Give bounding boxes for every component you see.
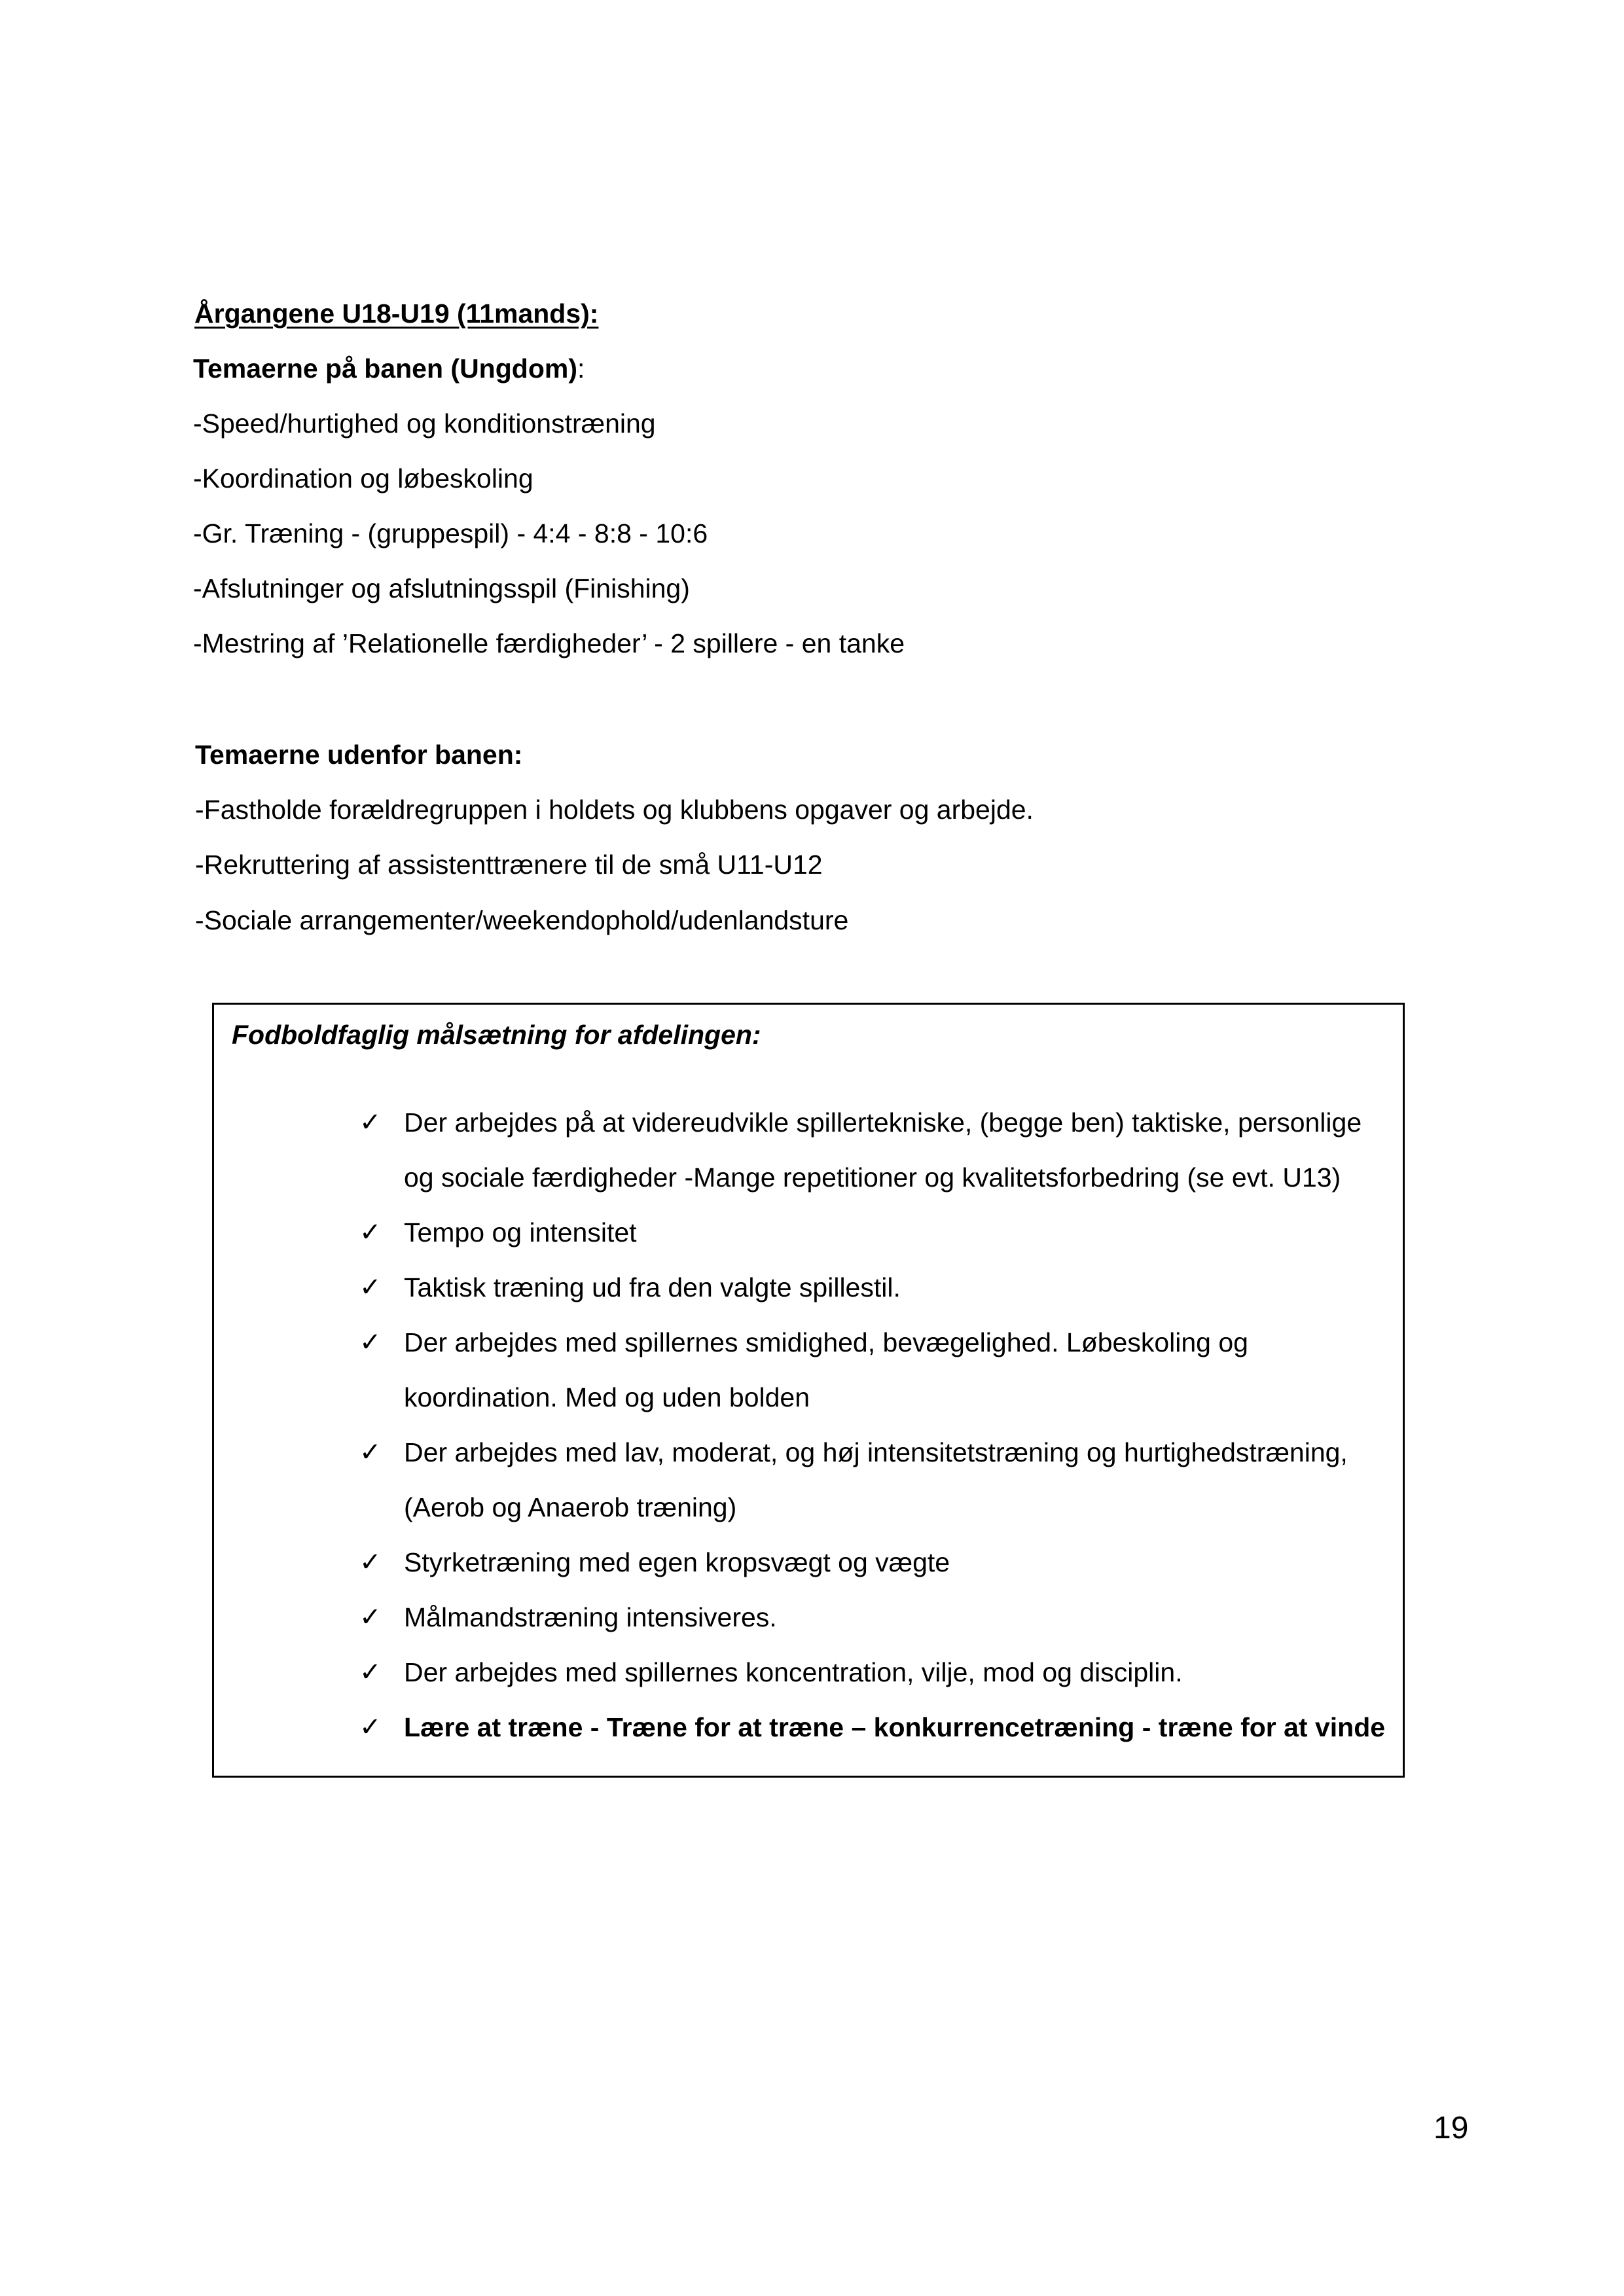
- goal-text: Styrketræning med egen kropsvægt og vægte: [404, 1547, 950, 1577]
- checkmark-icon: ✓: [359, 1657, 382, 1687]
- goal-text: Der arbejdes med lav, moderat, og høj intensitetstræning og hurtighedstræning, (Aerob og Anaerob træning): [404, 1437, 1348, 1522]
- checkmark-icon: ✓: [359, 1107, 382, 1138]
- goal-text: Der arbejdes med spillernes koncentration, vilje, mod og disciplin.: [404, 1657, 1183, 1687]
- checkmark-icon: ✓: [359, 1712, 382, 1742]
- on-field-item: -Mestring af ’Relationelle færdigheder’ - 2 spillere - en tanke: [193, 628, 905, 658]
- off-field-item: -Rekruttering af assistenttrænere til de små U11-U12: [195, 850, 823, 880]
- on-field-item: -Koordination og løbeskoling: [193, 463, 533, 493]
- checkmark-icon: ✓: [359, 1602, 382, 1632]
- goals-box-title: Fodboldfaglig målsætning for afdelingen:: [232, 1020, 761, 1050]
- goals-box: [212, 1003, 1405, 1778]
- on-field-item: -Afslutninger og afslutningsspil (Finishing): [193, 573, 690, 603]
- document-heading: Årgangene U18-U19 (11mands):: [194, 298, 599, 329]
- section-on-field-title-suffix: :: [577, 353, 585, 384]
- goal-text: Der arbejdes på at videreudvikle spillertekniske, (begge ben) taktiske, personlige og sociale færdigheder -Mange repetitioner og kvalitetsforbedring (se evt. U13): [404, 1107, 1362, 1193]
- goal-text: Tempo og intensitet: [404, 1217, 637, 1247]
- checkmark-icon: ✓: [359, 1272, 382, 1302]
- section-off-field-title: Temaerne udenfor banen:: [195, 740, 523, 770]
- on-field-item: -Gr. Træning - (gruppespil) - 4:4 - 8:8 - 10:6: [193, 518, 708, 548]
- page-number: 19: [1434, 2111, 1469, 2145]
- off-field-item: -Sociale arrangementer/weekendophold/udenlandsture: [195, 905, 849, 935]
- goal-text: Der arbejdes med spillernes smidighed, bevægelighed. Løbeskoling og koordination. Med og uden bolden: [404, 1327, 1248, 1412]
- goal-text: Taktisk træning ud fra den valgte spillestil.: [404, 1272, 901, 1302]
- goal-text: Målmandstræning intensiveres.: [404, 1602, 777, 1632]
- checkmark-icon: ✓: [359, 1327, 382, 1357]
- on-field-item: -Speed/hurtighed og konditionstræning: [193, 408, 656, 439]
- checkmark-icon: ✓: [359, 1437, 382, 1467]
- section-on-field-title: [193, 351, 585, 386]
- off-field-item: -Fastholde forældregruppen i holdets og klubbens opgaver og arbejde.: [195, 795, 1034, 825]
- checkmark-icon: ✓: [359, 1547, 382, 1577]
- checkmark-icon: ✓: [359, 1217, 382, 1247]
- goal-text: Lære at træne - Træne for at træne – konkurrencetræning - træne for at vinde: [404, 1712, 1386, 1742]
- section-on-field-title-text: Temaerne på banen (Ungdom): [193, 353, 577, 384]
